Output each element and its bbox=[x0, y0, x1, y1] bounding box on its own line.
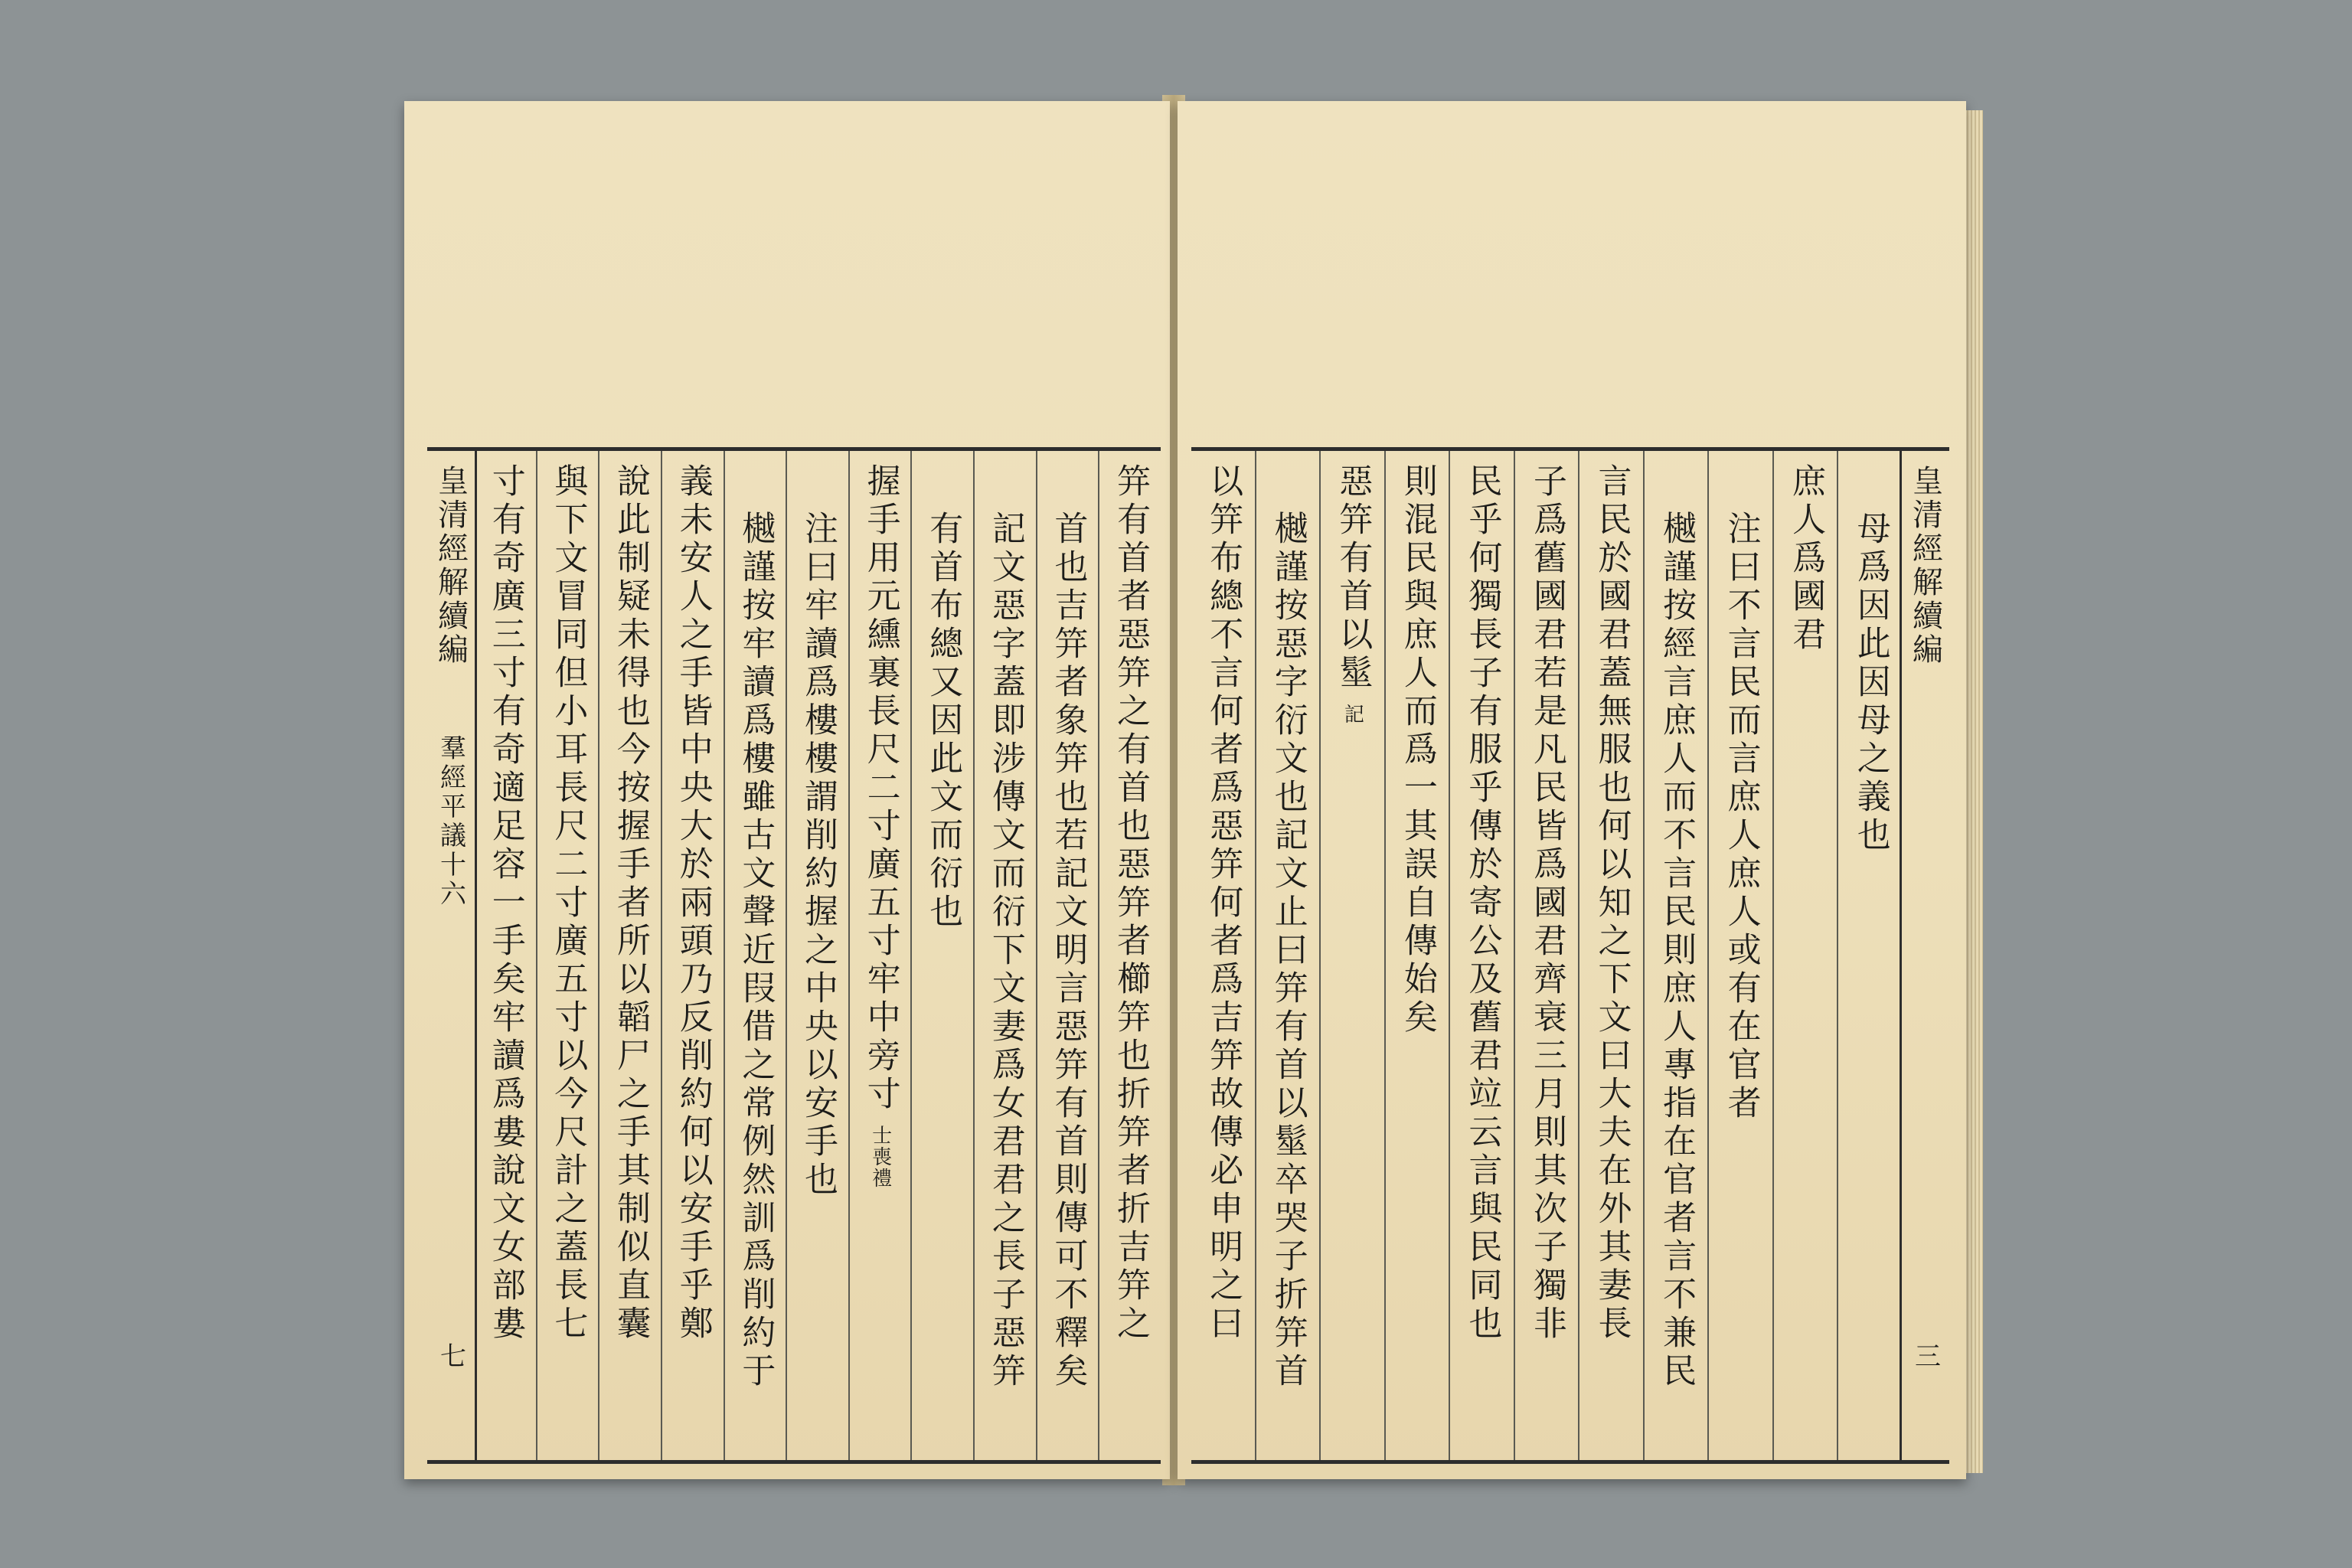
column-text: 笄有首者惡笄之有首也惡笄者櫛笄也折笄者折吉笄之 bbox=[1111, 463, 1151, 1344]
text-column bbox=[1449, 451, 1514, 1460]
column-text: 惡笄有首以髽記 bbox=[1333, 463, 1373, 725]
column-text: 義未安人之手皆中央大於兩頭乃反削約何以安手乎鄭 bbox=[673, 463, 713, 1344]
column-text: 注曰牢讀爲樓樓謂削約握之中央以安手也 bbox=[798, 511, 838, 1200]
text-column bbox=[910, 451, 973, 1460]
text-column bbox=[973, 451, 1036, 1460]
left-margin-title: 皇清經解續編 bbox=[433, 465, 469, 667]
text-column bbox=[724, 451, 786, 1460]
left-margin-chapter: 羣經平議十六 bbox=[435, 734, 466, 909]
page-edges bbox=[1965, 110, 1983, 1473]
text-column bbox=[1319, 451, 1384, 1460]
right-margin-title: 皇清經解續編 bbox=[1907, 465, 1943, 667]
text-column bbox=[1384, 451, 1449, 1460]
left-margin-strip bbox=[427, 451, 477, 1460]
column-text: 樾謹按惡字衍文也記文止曰笄有首以髽卒哭子折笄首 bbox=[1268, 511, 1308, 1391]
right-folio-number: 三 bbox=[1909, 1342, 1941, 1368]
column-text: 說此制疑未得也今按握手者所以韜尸之手其制似直囊 bbox=[611, 463, 651, 1344]
column-text: 子爲舊國君若是凡民皆爲國君齊衰三月則其次子獨非 bbox=[1527, 463, 1566, 1344]
left-text-frame bbox=[427, 447, 1161, 1464]
text-column bbox=[1707, 451, 1772, 1460]
column-text: 民乎何獨長子有服乎傳於寄公及舊君竝云言與民同也 bbox=[1462, 463, 1502, 1344]
text-column bbox=[1098, 451, 1161, 1460]
right-text-columns bbox=[1191, 451, 1902, 1460]
column-text: 樾謹按牢讀爲樓雖古文聲近叚借之常例然訓爲削約于 bbox=[736, 511, 776, 1391]
column-text: 握手用元纁裏長尺二寸廣五寸牢中旁寸士喪禮 bbox=[861, 463, 900, 1189]
text-column bbox=[786, 451, 848, 1460]
column-text: 有首布總又因此文而衍也 bbox=[923, 511, 963, 932]
text-column bbox=[475, 451, 536, 1460]
column-text: 記文惡字蓋即涉傳文而衍下文妻爲女君君之長子惡笄 bbox=[985, 511, 1025, 1391]
text-column bbox=[1255, 451, 1320, 1460]
text-column bbox=[1578, 451, 1643, 1460]
text-column bbox=[536, 451, 599, 1460]
column-text: 樾謹按經言庶人而不言民則庶人專指在官者言不兼民 bbox=[1657, 511, 1697, 1391]
column-text: 則混民與庶人而爲一其誤自傳始矣 bbox=[1397, 463, 1437, 1037]
right-margin-strip bbox=[1900, 451, 1949, 1460]
left-folio-number: 七 bbox=[435, 1342, 466, 1368]
open-book bbox=[397, 95, 1983, 1491]
text-column bbox=[1837, 451, 1902, 1460]
right-page bbox=[1178, 101, 1966, 1479]
text-column bbox=[598, 451, 661, 1460]
column-text: 首也吉笄者象笄也若記文明言惡笄有首則傳可不釋矣 bbox=[1048, 511, 1088, 1391]
text-column bbox=[1772, 451, 1838, 1460]
left-text-columns bbox=[475, 451, 1161, 1460]
column-text: 庶人爲國君 bbox=[1786, 463, 1826, 655]
column-text: 寸有奇廣三寸有奇適足容一手矣牢讀爲婁說文女部婁 bbox=[485, 463, 525, 1344]
column-text: 以笄布總不言何者爲惡笄何者爲吉笄故傳必申明之曰 bbox=[1204, 463, 1243, 1344]
text-column bbox=[1191, 451, 1255, 1460]
column-text: 與下文冒同但小耳長尺二寸廣五寸以今尺計之蓋長七 bbox=[548, 463, 588, 1344]
source-note: 士喪禮 bbox=[868, 1125, 892, 1189]
column-text: 注曰不言民而言庶人庶人或有在官者 bbox=[1721, 511, 1761, 1123]
text-column bbox=[1643, 451, 1708, 1460]
text-column bbox=[661, 451, 724, 1460]
column-text: 言民於國君蓋無服也何以知之下文曰大夫在外其妻長 bbox=[1592, 463, 1632, 1344]
source-note: 記 bbox=[1341, 704, 1364, 725]
text-column bbox=[1514, 451, 1579, 1460]
column-text: 母爲因此因母之義也 bbox=[1851, 511, 1890, 855]
left-page bbox=[404, 101, 1170, 1479]
text-column bbox=[1036, 451, 1099, 1460]
right-text-frame bbox=[1191, 447, 1949, 1464]
text-column bbox=[848, 451, 911, 1460]
